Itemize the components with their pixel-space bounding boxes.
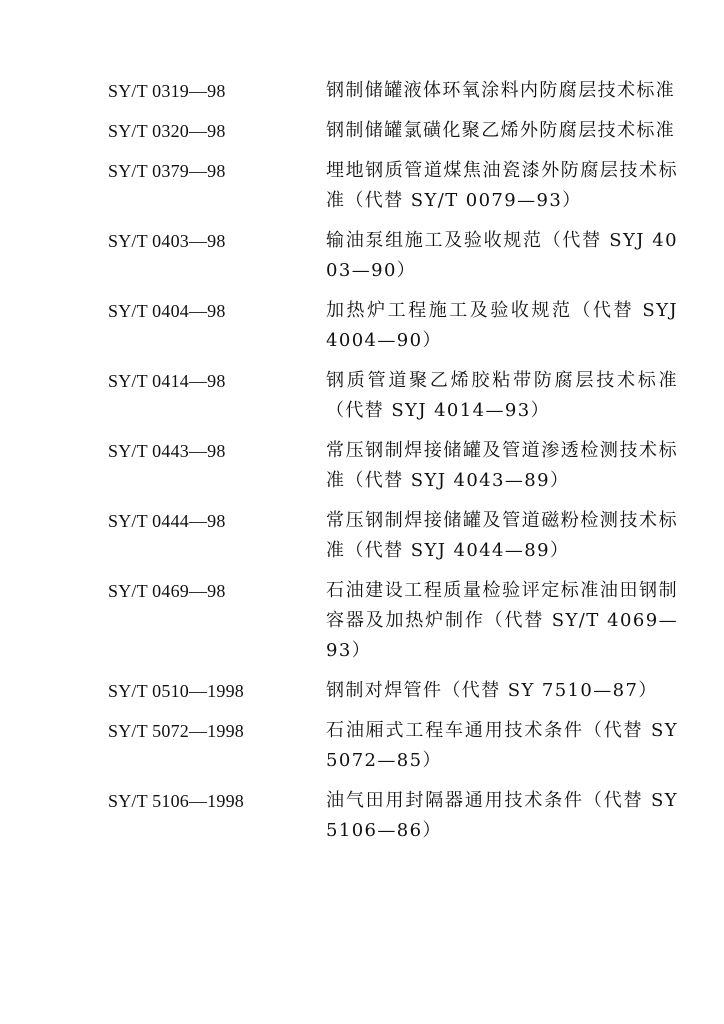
standard-code: SY/T 0444—98 — [108, 511, 226, 531]
standard-title: 钢制对焊管件（代替 SY 7510—87） — [326, 680, 658, 701]
standard-title: 常压钢制焊接储罐及管道渗透检测技术标准（代替 SYJ 4043—89） — [326, 440, 678, 491]
list-item — [108, 296, 688, 356]
list-item — [108, 506, 688, 566]
standard-code: SY/T 0404—98 — [108, 301, 226, 321]
standard-title: 钢制储罐液体环氧涂料内防腐层技术标准 — [326, 80, 676, 101]
standards-list — [108, 76, 688, 856]
list-item — [108, 716, 688, 776]
list-item — [108, 226, 688, 286]
standard-code: SY/T 0414—98 — [108, 371, 226, 391]
list-item — [108, 76, 688, 106]
list-item — [108, 116, 688, 146]
standard-title: 加热炉工程施工及验收规范（代替 SYJ 4004—90） — [326, 300, 678, 351]
standard-title: 常压钢制焊接储罐及管道磁粉检测技术标准（代替 SYJ 4044—89） — [326, 510, 678, 561]
standard-code: SY/T 0510—1998 — [108, 681, 244, 701]
standard-code: SY/T 0403—98 — [108, 231, 226, 251]
standard-title: 石油建设工程质量检验评定标准油田钢制容器及加热炉制作（代替 SY/T 4069—93） — [326, 580, 678, 661]
standard-code: SY/T 0320—98 — [108, 121, 226, 141]
standard-code: SY/T 0379—98 — [108, 161, 226, 181]
standard-title: 石油厢式工程车通用技术条件（代替 SY 5072—85） — [326, 720, 678, 771]
standard-code: SY/T 5106—1998 — [108, 791, 244, 811]
list-item — [108, 676, 688, 706]
list-item — [108, 366, 688, 426]
standard-title: 埋地钢质管道煤焦油瓷漆外防腐层技术标准（代替 SY/T 0079—93） — [326, 160, 678, 211]
list-item — [108, 436, 688, 496]
standard-code: SY/T 0469—98 — [108, 581, 226, 601]
standard-title: 油气田用封隔器通用技术条件（代替 SY 5106—86） — [326, 790, 678, 841]
standard-title: 钢制储罐氯磺化聚乙烯外防腐层技术标准 — [326, 120, 676, 141]
list-item — [108, 576, 688, 666]
standard-title: 钢质管道聚乙烯胶粘带防腐层技术标准（代替 SYJ 4014—93） — [326, 370, 678, 421]
list-item — [108, 786, 688, 846]
standard-title: 输油泵组施工及验收规范（代替 SYJ 4003—90） — [326, 230, 678, 281]
standard-code: SY/T 0443—98 — [108, 441, 226, 461]
list-item — [108, 156, 688, 216]
standard-code: SY/T 5072—1998 — [108, 721, 244, 741]
standard-code: SY/T 0319—98 — [108, 81, 226, 101]
